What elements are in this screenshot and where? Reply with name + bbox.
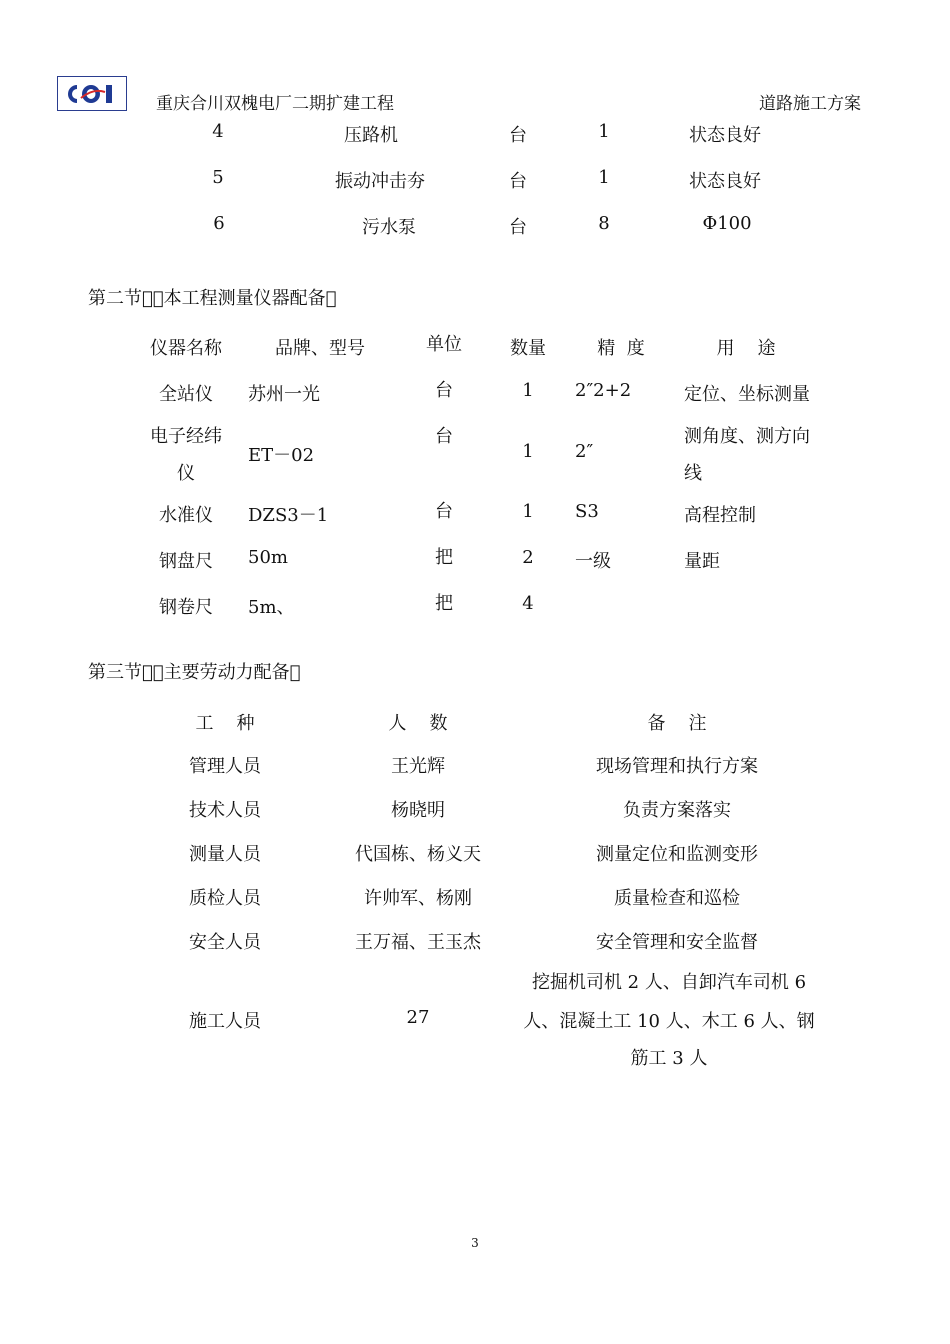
page-number: 3 (471, 1236, 479, 1250)
instrument-use: 定位、坐标测量 (684, 384, 810, 405)
instrument-unit: 台 (435, 501, 453, 522)
instrument-qty: 1 (522, 441, 534, 462)
equip-name: 污水泵 (362, 217, 416, 238)
equip-no: 5 (212, 167, 224, 188)
instrument-name: 水准仪 (159, 505, 213, 526)
instrument-use: 测角度、测方向 (684, 426, 810, 447)
instrument-qty: 1 (522, 501, 534, 522)
labor-note: 质量检查和巡检 (614, 888, 740, 909)
equip-qty: 8 (598, 213, 610, 234)
labor-type: 技术人员 (189, 800, 261, 821)
instrument-qty: 2 (522, 547, 534, 568)
equip-name: 压路机 (344, 125, 398, 146)
col-header: 用 途 (716, 338, 776, 359)
instrument-precision: 一级 (575, 551, 611, 572)
equip-qty: 1 (598, 121, 610, 142)
section-2-title: 第二节  本工程测量仪器配备  (88, 288, 337, 309)
instrument-unit: 把 (435, 547, 453, 568)
section-3-title: 第三节  主要劳动力配备  (88, 662, 301, 683)
col-header: 工 种 (195, 713, 255, 734)
col-header: 品牌、型号 (275, 338, 365, 359)
instrument-brand: 苏州一光 (248, 384, 320, 405)
labor-type: 施工人员 (189, 1011, 261, 1032)
header-project: 重庆合川双槐电厂二期扩建工程 (156, 94, 394, 114)
instrument-brand: ET－02 (248, 445, 315, 466)
equip-no: 4 (212, 121, 224, 142)
labor-type: 质检人员 (189, 888, 261, 909)
col-header: 数量 (510, 338, 546, 359)
labor-people: 王万福、王玉杰 (355, 932, 481, 953)
header-doc: 道路施工方案 (759, 94, 861, 114)
instrument-use: 高程控制 (684, 505, 756, 526)
labor-note: 安全管理和安全监督 (596, 932, 758, 953)
labor-type: 测量人员 (189, 844, 261, 865)
instrument-use: 量距 (684, 551, 720, 572)
equip-name: 振动冲击夯 (335, 171, 425, 192)
equip-unit: 台 (509, 217, 527, 238)
col-header: 精 度 (597, 338, 645, 359)
company-logo (57, 76, 127, 111)
col-header: 单位 (426, 334, 462, 355)
instrument-name: 全站仪 (159, 384, 213, 405)
instrument-brand: 50m (248, 547, 288, 568)
labor-people: 许帅军、杨刚 (364, 888, 472, 909)
labor-note: 现场管理和执行方案 (596, 756, 758, 777)
equip-no: 6 (213, 213, 225, 234)
labor-note: 负责方案落实 (623, 800, 731, 821)
instrument-unit: 台 (435, 426, 453, 447)
equip-qty: 1 (598, 167, 610, 188)
instrument-use: 线 (684, 463, 702, 484)
instrument-brand: DZS3－1 (248, 505, 329, 526)
labor-note: 人、混凝土工 10 人、木工 6 人、钢 (523, 1011, 815, 1032)
labor-note: 测量定位和监测变形 (596, 844, 758, 865)
instrument-precision: 2″ (575, 441, 594, 462)
equip-note: 状态良好 (689, 125, 761, 146)
col-header: 人 数 (388, 713, 448, 734)
labor-note: 挖掘机司机 2 人、自卸汽车司机 6 (531, 972, 807, 993)
instrument-qty: 1 (522, 380, 534, 401)
instrument-brand: 5m、 (248, 597, 295, 618)
instrument-name: 钢盘尺 (159, 551, 213, 572)
equip-note: 状态良好 (689, 171, 761, 192)
labor-note: 筋工 3 人 (630, 1048, 708, 1069)
instrument-precision: 2″2+2 (575, 380, 632, 401)
labor-type: 管理人员 (189, 756, 261, 777)
equip-note: Φ100 (702, 213, 752, 234)
instrument-name: 仪 (177, 463, 195, 484)
instrument-precision: S3 (575, 501, 599, 522)
instrument-name: 电子经纬 (150, 426, 222, 447)
equip-unit: 台 (509, 125, 527, 146)
labor-people: 27 (406, 1007, 430, 1028)
labor-people: 代国栋、杨义天 (355, 844, 481, 865)
instrument-unit: 台 (435, 380, 453, 401)
labor-type: 安全人员 (189, 932, 261, 953)
labor-people: 杨晓明 (391, 800, 445, 821)
coi-logo-icon (61, 80, 123, 108)
instrument-unit: 把 (435, 593, 453, 614)
labor-people: 王光辉 (391, 756, 445, 777)
equip-unit: 台 (509, 171, 527, 192)
instrument-qty: 4 (522, 593, 534, 614)
col-header: 仪器名称 (150, 338, 222, 359)
instrument-name: 钢卷尺 (159, 597, 213, 618)
col-header: 备 注 (647, 713, 707, 734)
